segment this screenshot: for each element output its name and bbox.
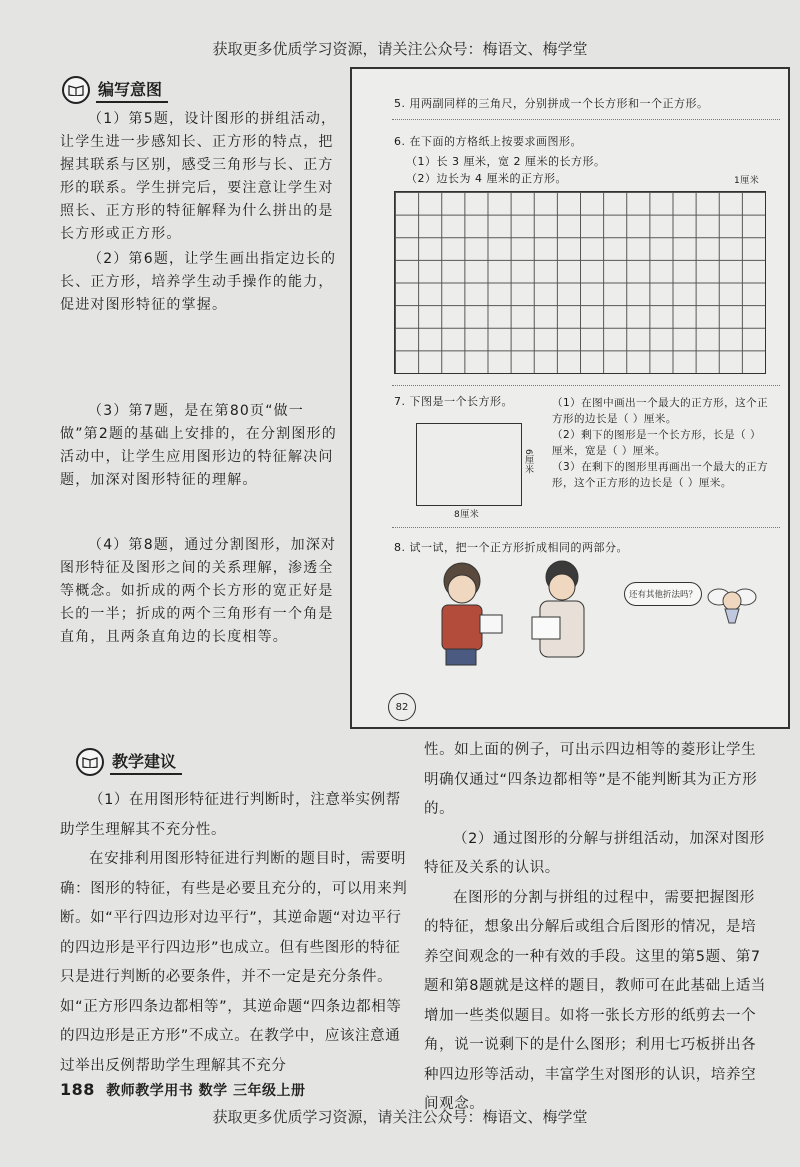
design-intent-p4: （4）第8题，通过分割图形，加深对图形特征及图形之间的关系理解，渗透全等概念。如折成的两个长方形的宽正好是长的一半；折成的两个三角形有一个角是直角，且两条直角边的长度相等。 [60,537,337,645]
exercise-7-questions [552,395,772,491]
teaching-p1: （1）在用图形特征进行判断时，注意举实例帮助学生理解其不充分性。 [60,792,401,838]
divider [392,119,780,120]
divider [392,385,780,386]
teaching-suggestions-heading [76,748,182,776]
design-intent-heading [62,76,168,104]
exercise-7-rectangle [416,423,522,506]
exercise-7: 7. 下图是一个长方形。 [394,395,513,408]
design-intent-title: 编写意图 [96,77,168,103]
textbook-page-number: 82 [388,693,416,721]
exercise-6-item-1: （1）长 3 厘米，宽 2 厘米的长方形。 [406,155,606,168]
textbook-page-figure [350,67,790,729]
book-icon [62,76,90,104]
page-number: 188 [60,1080,95,1099]
book-icon [76,748,104,776]
teaching-r1: （2）通过图形的分解与拼组活动，加深对图形特征及关系的认识。 [424,830,765,876]
exercise-5: 5. 用两副同样的三角尺，分别拼成一个长方形和一个正方形。 [394,97,709,110]
page-footer [60,1080,306,1100]
square-grid-paper [394,191,766,374]
exercise-7-q3: （3）在剩下的图形里再画出一个最大的正方形，这个正方形的边长是（ ）厘米。 [552,461,769,489]
teaching-suggestions-title: 教学建议 [110,749,182,775]
rect-width-label: 8厘米 [454,510,480,520]
exercise-8: 8. 试一试，把一个正方形折成相同的两部分。 [394,541,628,554]
design-intent-p2: （2）第6题，让学生画出指定边长的长、正方形，培养学生动手操作的能力，促进对图形特征的掌握。 [60,251,337,313]
book-title: 教师教学用书 数学 三年级上册 [106,1083,306,1099]
design-intent-p4-block [60,534,338,649]
teaching-r2: 在图形的分割与拼组的过程中，需要把握图形的特征，想象出分解后或组合后图形的情况，是培养空间观念的一种有效的手段。这里的第5题、第7题和第8题就是这样的题目，教师可在此基础上适当增加一些类似题目。如将一张长方形的纸剪去一个角，说一说剩下的是什么图形；利用七巧板拼出各种四边形等活动，丰富学生对图形的认识，培养空间观念。 [424,889,767,1112]
speech-bubble: 还有其他折法吗？ [624,582,702,606]
exercise-7-q1: （1）在图中画出一个最大的正方形，这个正方形的边长是（ ）厘米。 [552,397,769,425]
teaching-right-column [424,736,769,1120]
design-intent-p1-block [60,108,338,317]
grid-unit-label: 1厘米 [734,176,760,186]
teaching-p2: 在安排利用图形特征进行判断的题目时，需要明确：图形的特征，有些是必要且充分的，可以用来判断。如“平行四边形对边平行”，其逆命题“对边平行的四边形是平行四边形”也成立。但有些图形的特征只是进行判断的必要条件，并不一定是充分条件。如“正方形四条边都相等”，其逆命题“四条边都相等的四边形是正方形”不成立。在教学中，应该注意通过举出反例帮助学生理解其不充分 [60,851,408,1074]
teaching-left-column [60,786,412,1081]
watermark-top: 获取更多优质学习资源，请关注公众号：梅语文、梅学堂 [212,40,588,58]
fairy-illustration [707,579,757,627]
design-intent-p1: （1）第5题，设计图形的拼组活动，让学生进一步感知长、正方形的特点，把握其联系与区别，感受三角形与长、正方形的联系。学生拼完后，要注意让学生对照长、正方形的特征解释为什么拼出的是长方形或正方形。 [60,111,337,242]
teaching-r0: 性。如上面的例子，可出示四边相等的菱形让学生明确仅通过“四条边都相等”是不能判断其为正方形的。 [424,742,758,817]
watermark-bottom: 获取更多优质学习资源，请关注公众号：梅语文、梅学堂 [212,1108,588,1126]
design-intent-p3-block [60,400,338,492]
exercise-6: 6. 在下面的方格纸上按要求画图形。 [394,135,582,148]
exercise-7-q2: （2）剩下的图形是一个长方形，长是（ ）厘米，宽是（ ）厘米。 [552,429,762,457]
children-illustration [422,559,612,669]
exercise-6-item-2: （2）边长为 4 厘米的正方形。 [406,172,567,185]
design-intent-p3: （3）第7题，是在第80页“做一做”第2题的基础上安排的，在分割图形的活动中，让学生应用图形边的特征解决问题，加深对图形特征的理解。 [60,403,337,488]
divider [392,527,780,528]
rect-height-label: 6厘米 [523,449,533,475]
